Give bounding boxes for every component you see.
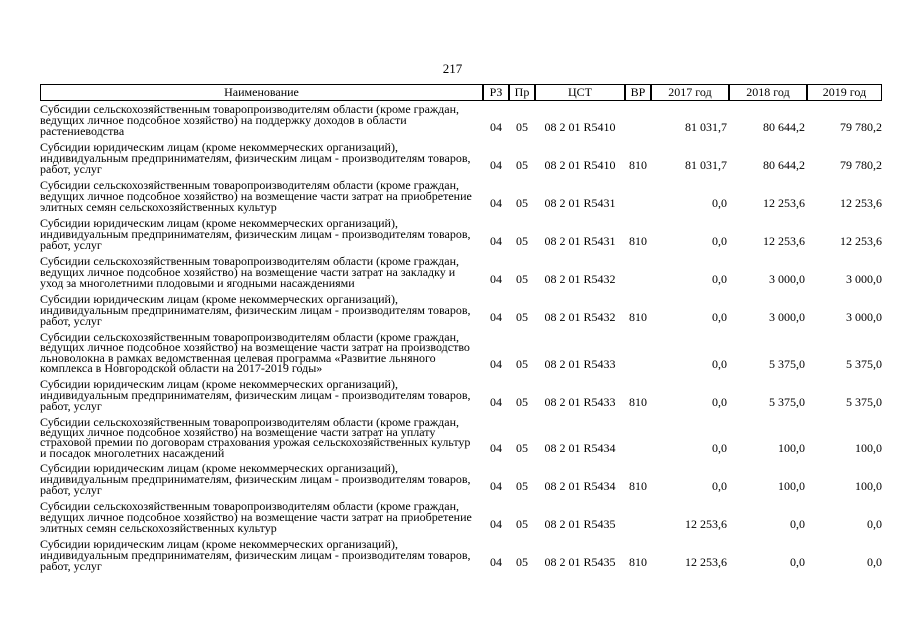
- cell-vr: [625, 253, 651, 291]
- cell-vr: 810: [629, 234, 647, 248]
- header-2017: 2017 год: [651, 84, 729, 101]
- cell-rz: 04: [490, 272, 502, 286]
- cell-2019: 0,0: [867, 555, 882, 570]
- cell-2019: 3 000,0: [846, 272, 882, 286]
- table-body: [40, 101, 882, 574]
- table-row: [40, 215, 882, 253]
- cell-2019: 12 253,6: [840, 234, 882, 248]
- cell-2018: 100,0: [778, 441, 805, 456]
- table-row: [40, 460, 882, 498]
- cell-cst: 08 2 01 R5435: [544, 555, 616, 570]
- table-row: [40, 536, 882, 574]
- cell-2018: 80 644,2: [763, 158, 805, 172]
- cell-rz: 04: [490, 394, 502, 409]
- cell-cst: 08 2 01 R5435: [544, 517, 616, 532]
- cell-vr: 810: [629, 479, 647, 494]
- cell-rz: 04: [490, 517, 502, 532]
- cell-2019: 79 780,2: [840, 120, 882, 134]
- cell-rz: 04: [490, 441, 502, 456]
- cell-cst: 08 2 01 R5434: [544, 479, 616, 494]
- cell-vr: 810: [629, 158, 647, 172]
- cell-2018: 0,0: [790, 555, 805, 570]
- cell-name: Субсидии юридическим лицам (кроме некоммерческих организаций), индивидуальным предпринимателям, физическим лицам - производителям товаров, работ, услуг: [40, 140, 471, 176]
- cell-rz: 04: [490, 196, 502, 210]
- cell-vr: [625, 101, 651, 139]
- cell-2019: 100,0: [855, 479, 882, 494]
- cell-2017: 81 031,7: [685, 158, 727, 172]
- cell-name: Субсидии сельскохозяйственным товаропроизводителям области (кроме граждан, ведущих личное подсобное хозяйство) на возмещение части затрат на приобретение элитных семян сельскохозяйственных культур: [40, 499, 472, 536]
- header-pr: Пр: [509, 84, 535, 101]
- cell-vr: 810: [629, 394, 647, 409]
- cell-2017: 0,0: [712, 234, 727, 248]
- cell-2018: 100,0: [778, 479, 805, 494]
- cell-2019: 12 253,6: [840, 196, 882, 210]
- table-row: [40, 498, 882, 536]
- cell-2019: 0,0: [867, 517, 882, 532]
- cell-2017: 12 253,6: [685, 517, 727, 532]
- table-row: [40, 291, 882, 329]
- cell-2018: 5 375,0: [769, 394, 805, 409]
- cell-name: Субсидии сельскохозяйственным товаропроизводителям области (кроме граждан, ведущих личное подсобное хозяйство) на возмещение части затрат на уплату страховой премии по договорам страхования урожая сельскохозяйственных культур и посадок многолетних насаждений: [40, 414, 471, 460]
- cell-2019: 79 780,2: [840, 158, 882, 172]
- cell-rz: 04: [490, 356, 502, 371]
- table-row: [40, 139, 882, 177]
- cell-2019: 100,0: [855, 441, 882, 456]
- cell-2018: 0,0: [790, 517, 805, 532]
- cell-2017: 0,0: [712, 310, 727, 324]
- cell-2019: 5 375,0: [846, 394, 882, 409]
- cell-rz: 04: [490, 479, 502, 494]
- cell-pr: 05: [516, 394, 528, 409]
- cell-pr: 05: [516, 356, 528, 371]
- budget-table: [40, 84, 882, 574]
- header-vr: ВР: [625, 84, 651, 101]
- cell-vr: [625, 414, 651, 461]
- header-cst: ЦСТ: [535, 84, 625, 101]
- cell-rz: 04: [490, 158, 502, 172]
- table-header: [40, 84, 882, 101]
- cell-pr: 05: [516, 120, 528, 134]
- cell-pr: 05: [516, 196, 528, 210]
- cell-2017: 81 031,7: [685, 120, 727, 134]
- cell-2017: 0,0: [712, 441, 727, 456]
- cell-vr: 810: [629, 310, 647, 324]
- cell-pr: 05: [516, 310, 528, 324]
- cell-pr: 05: [516, 517, 528, 532]
- table-row: [40, 253, 882, 291]
- cell-2017: 12 253,6: [685, 555, 727, 570]
- cell-pr: 05: [516, 272, 528, 286]
- cell-rz: 04: [490, 555, 502, 570]
- cell-pr: 05: [516, 441, 528, 456]
- cell-2019: 5 375,0: [846, 356, 882, 371]
- cell-name: Субсидии юридическим лицам (кроме некоммерческих организаций), индивидуальным предпринимателям, физическим лицам - производителям товаров, работ, услуг: [40, 537, 471, 574]
- cell-cst: 08 2 01 R5432: [544, 310, 616, 324]
- cell-name: Субсидии сельскохозяйственным товаропроизводителям области (кроме граждан, ведущих личное подсобное хозяйство) на возмещение части затрат на приобретение элитных семян сельскохозяйственных культур: [40, 178, 472, 214]
- table-row: [40, 101, 882, 139]
- cell-cst: 08 2 01 R5431: [544, 196, 616, 210]
- cell-2019: 3 000,0: [846, 310, 882, 324]
- cell-cst: 08 2 01 R5433: [544, 394, 616, 409]
- cell-name: Субсидии юридическим лицам (кроме некоммерческих организаций), индивидуальным предпринимателям, физическим лицам - производителям товаров, работ, услуг: [40, 376, 471, 413]
- header-rz: РЗ: [483, 84, 509, 101]
- cell-cst: 08 2 01 R5434: [544, 441, 616, 456]
- table-row: [40, 329, 882, 376]
- cell-2017: 0,0: [712, 196, 727, 210]
- cell-vr: [625, 498, 651, 536]
- table-row: [40, 376, 882, 414]
- cell-2018: 5 375,0: [769, 356, 805, 371]
- header-name: Наименование: [40, 84, 483, 101]
- cell-2018: 12 253,6: [763, 196, 805, 210]
- table-row: [40, 177, 882, 215]
- cell-2017: 0,0: [712, 272, 727, 286]
- header-2018: 2018 год: [729, 84, 807, 101]
- cell-pr: 05: [516, 234, 528, 248]
- cell-rz: 04: [490, 120, 502, 134]
- cell-rz: 04: [490, 310, 502, 324]
- cell-2018: 80 644,2: [763, 120, 805, 134]
- cell-cst: 08 2 01 R5433: [544, 356, 616, 371]
- cell-2017: 0,0: [712, 394, 727, 409]
- cell-2018: 3 000,0: [769, 310, 805, 324]
- header-row: [40, 84, 882, 101]
- cell-pr: 05: [516, 555, 528, 570]
- cell-rz: 04: [490, 234, 502, 248]
- cell-name: Субсидии сельскохозяйственным товаропроизводителям области (кроме граждан, ведущих личное подсобное хозяйство) на возмещение части затрат на закладку и уход за многолетними плодовыми и ягодными насаждениями: [40, 254, 460, 290]
- table-row: [40, 414, 882, 461]
- cell-pr: 05: [516, 158, 528, 172]
- cell-2018: 12 253,6: [763, 234, 805, 248]
- cell-vr: [625, 177, 651, 215]
- cell-vr: 810: [629, 555, 647, 570]
- cell-pr: 05: [516, 479, 528, 494]
- cell-vr: [625, 329, 651, 376]
- cell-2017: 0,0: [712, 479, 727, 494]
- cell-cst: 08 2 01 R5431: [544, 234, 616, 248]
- cell-2018: 3 000,0: [769, 272, 805, 286]
- cell-name: Субсидии юридическим лицам (кроме некоммерческих организаций), индивидуальным предпринимателям, физическим лицам - производителям товаров, работ, услуг: [40, 216, 471, 252]
- cell-2017: 0,0: [712, 356, 727, 371]
- cell-cst: 08 2 01 R5410: [544, 158, 616, 172]
- cell-name: Субсидии сельскохозяйственным товаропроизводителям области (кроме граждан, ведущих личное подсобное хозяйство) на возмещение части затрат на производство льноволокна в рамках ведомственная целевая программа «Развитие льняного комплекса в Новгородской области на 2017-2019 годы»: [40, 330, 470, 376]
- cell-cst: 08 2 01 R5410: [544, 120, 616, 134]
- header-2019: 2019 год: [807, 84, 882, 101]
- cell-name: Субсидии сельскохозяйственным товаропроизводителям области (кроме граждан, ведущих личное подсобное хозяйство) на поддержку доходов в области растениеводства: [40, 102, 460, 138]
- page-number: 217: [442, 61, 463, 76]
- cell-name: Субсидии юридическим лицам (кроме некоммерческих организаций), индивидуальным предпринимателям, физическим лицам - производителям товаров, работ, услуг: [40, 292, 471, 328]
- cell-name: Субсидии юридическим лицам (кроме некоммерческих организаций), индивидуальным предпринимателям, физическим лицам - производителям товаров, работ, услуг: [40, 461, 471, 498]
- cell-cst: 08 2 01 R5432: [544, 272, 616, 286]
